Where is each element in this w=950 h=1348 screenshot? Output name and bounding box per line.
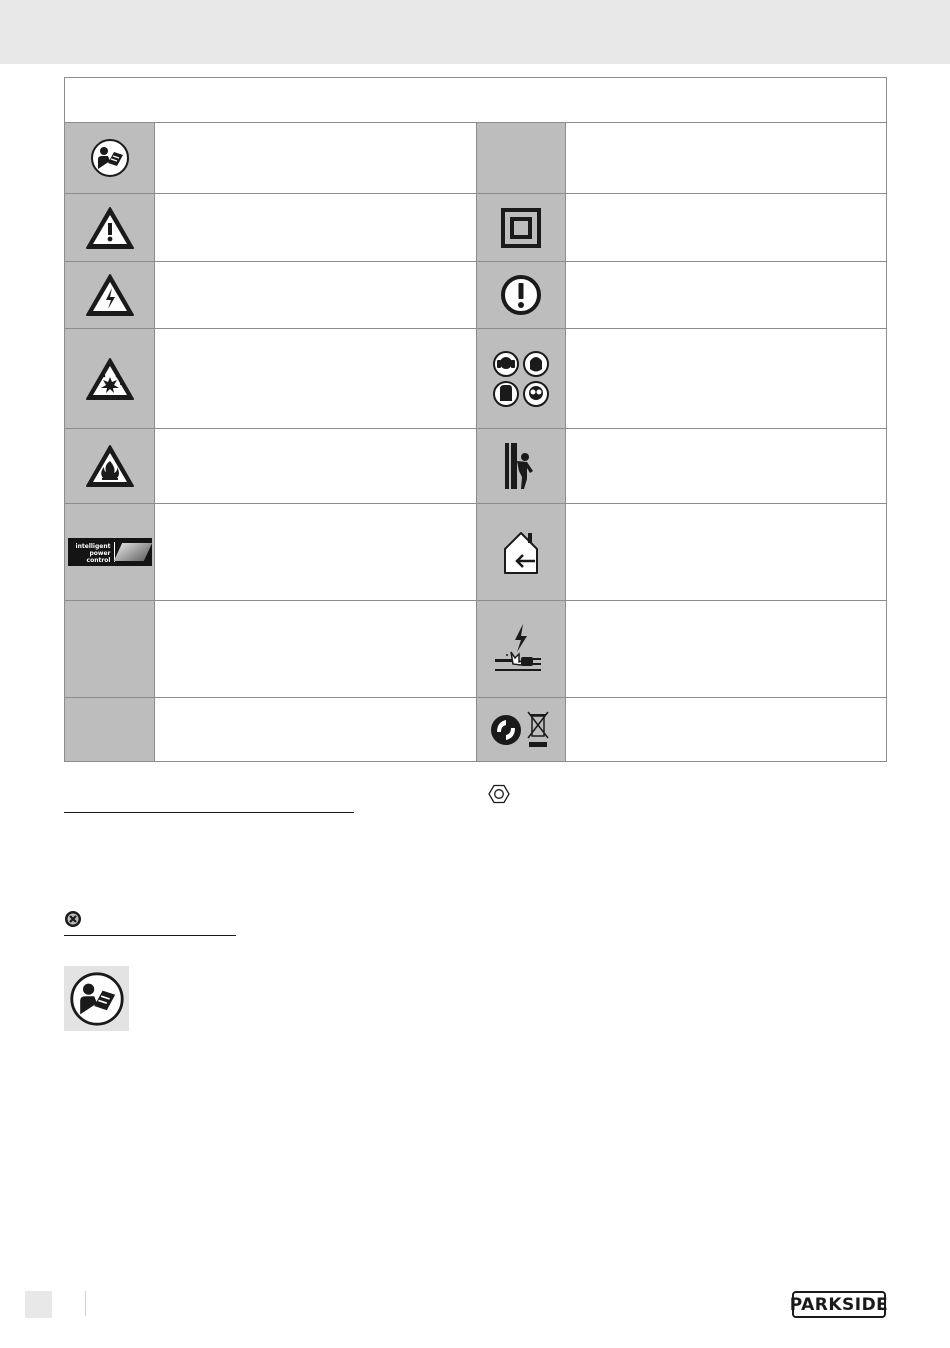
double-insulation-icon-cell <box>476 194 566 261</box>
read-manual-icon <box>69 971 125 1027</box>
fire-icon-cell <box>65 429 155 503</box>
indoor-use-icon <box>501 527 541 577</box>
table-row <box>65 262 886 329</box>
table-row <box>65 429 886 504</box>
warning-triangle-icon <box>85 206 135 250</box>
section-heading-underline <box>64 812 354 813</box>
exclamation-circle-icon <box>500 274 542 316</box>
footer-divider <box>85 1291 86 1316</box>
table-row <box>65 504 886 601</box>
fire-description <box>155 429 476 503</box>
read-manual-description <box>155 123 476 193</box>
page-number-box <box>25 1291 52 1318</box>
read-manual-icon-cell <box>65 123 155 193</box>
description-cell <box>566 698 886 761</box>
description-cell <box>566 194 886 261</box>
electric-shock-warning-icon <box>85 273 135 317</box>
table-row <box>65 123 886 194</box>
empty-icon-cell <box>65 698 155 761</box>
explosive-material-icon <box>85 357 135 401</box>
parkside-logo: PARKSIDE <box>792 1291 886 1318</box>
read-manual-icon <box>90 138 130 178</box>
description-cell <box>566 601 886 697</box>
double-insulation-icon <box>501 208 541 248</box>
fire-hazard-icon <box>85 444 135 488</box>
description-cell <box>155 601 476 697</box>
protective-equipment-icon <box>491 349 551 409</box>
hex-nut-icon <box>488 784 510 804</box>
indoor-use-icon-cell <box>476 504 566 600</box>
page-header-band <box>0 0 950 64</box>
table-row <box>65 698 886 761</box>
attention-icon-cell <box>476 262 566 328</box>
damaged-cable-icon <box>491 622 551 676</box>
description-cell <box>566 262 886 328</box>
warning-description <box>155 194 476 261</box>
ipc-line-2: power control <box>86 550 111 564</box>
damaged-cable-icon-cell <box>476 601 566 697</box>
description-cell <box>566 429 886 503</box>
table-row <box>65 194 886 262</box>
recycling-icon-cell <box>476 698 566 761</box>
ipc-description <box>155 504 476 600</box>
ipc-plate-graphic <box>113 543 151 561</box>
subsection-heading-underline <box>64 935 236 936</box>
description-cell <box>566 123 886 193</box>
screw-head-icon <box>64 910 82 928</box>
protective-equipment-icon-cell <box>476 329 566 428</box>
symbols-table <box>64 77 887 762</box>
electric-shock-icon-cell <box>65 262 155 328</box>
keep-children-away-icon <box>503 441 539 491</box>
read-manual-notice <box>64 966 129 1031</box>
electric-shock-description <box>155 262 476 328</box>
empty-icon-cell <box>476 123 566 193</box>
green-dot-weee-icon <box>489 710 553 750</box>
warning-icon-cell <box>65 194 155 261</box>
intelligent-power-control-logo <box>68 538 152 566</box>
explosive-icon-cell <box>65 329 155 428</box>
table-header <box>65 78 886 123</box>
description-cell <box>566 504 886 600</box>
empty-icon-cell <box>65 601 155 697</box>
description-cell <box>566 329 886 428</box>
table-row <box>65 601 886 698</box>
ipc-label <box>73 543 111 564</box>
ipc-line-1: intelligent <box>75 543 111 550</box>
intelligent-power-control-icon-cell <box>65 504 155 600</box>
table-row <box>65 329 886 429</box>
explosive-description <box>155 329 476 428</box>
description-cell <box>155 698 476 761</box>
keep-children-away-icon-cell <box>476 429 566 503</box>
